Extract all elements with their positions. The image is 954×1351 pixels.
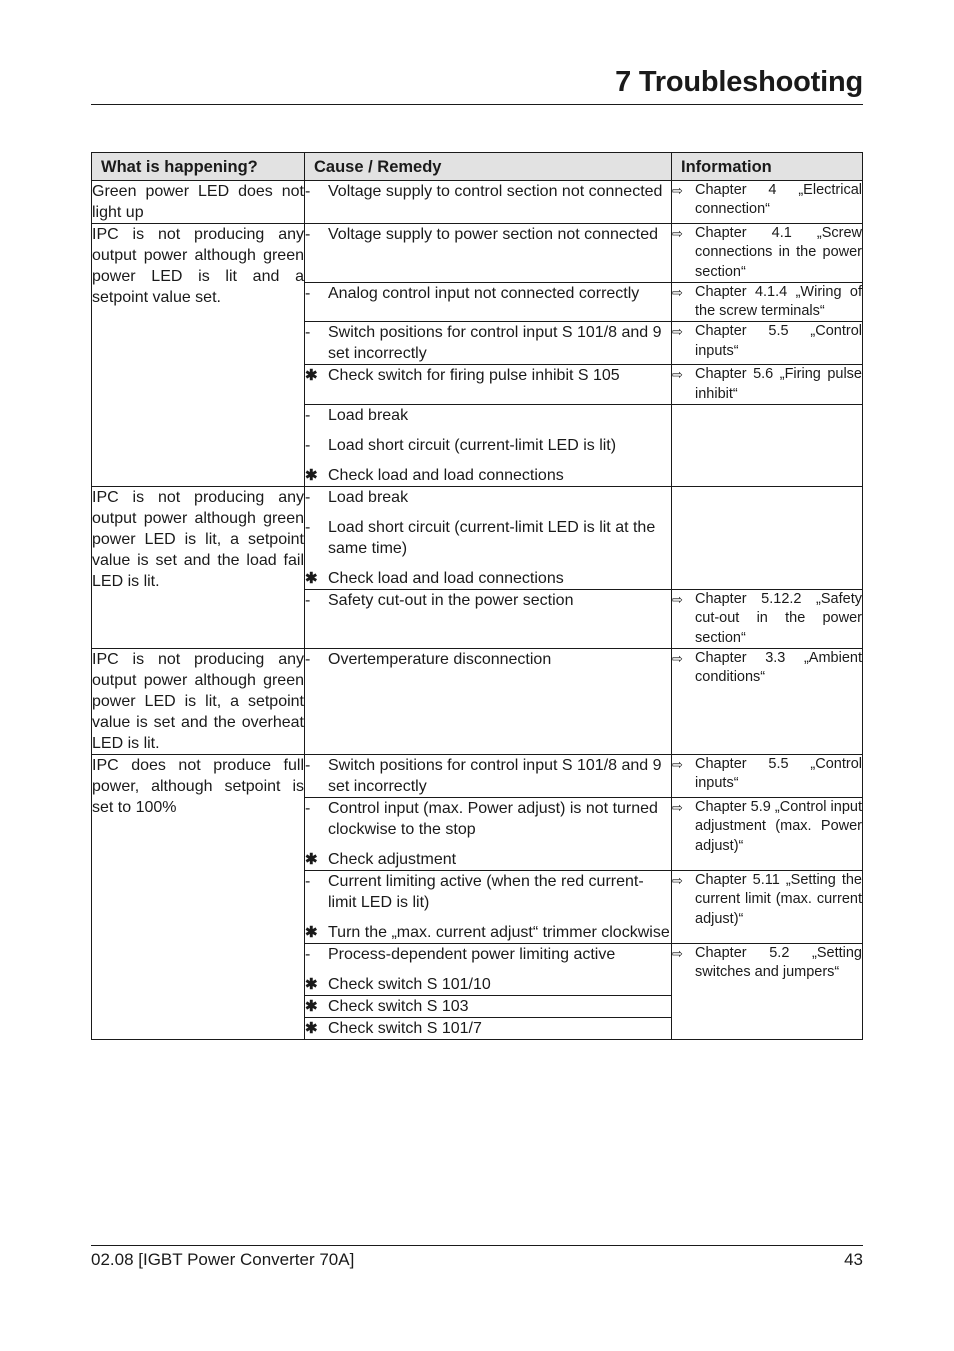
table-body (92, 181, 863, 1040)
info-text: Chapter 5.5 „Control inputs“ (695, 755, 862, 792)
cause-remedy-cell (305, 181, 672, 224)
cause-text: Overtemperature disconnection (328, 650, 552, 668)
cause-remedy-cell (305, 1017, 672, 1039)
information-cell (672, 322, 863, 365)
arrow-right-icon: ⇨ (672, 799, 683, 815)
information-cell (672, 648, 863, 754)
footer-rule (91, 1245, 863, 1246)
info-text: Chapter 4.1.4 „Wiring of the screw terminals“ (695, 283, 862, 320)
remedy-star-icon: ✱ (305, 467, 318, 485)
cause-remedy-cell (305, 590, 672, 649)
info-reference (672, 649, 862, 688)
cause-dash: - (305, 592, 311, 610)
cause-item (305, 755, 671, 797)
info-text: Chapter 4.1 „Screw connections in the power section“ (695, 225, 862, 280)
info-text: Chapter 5.6 „Firing pulse inhibit“ (695, 366, 862, 402)
cause-item (305, 996, 671, 1017)
cause-remedy-cell (305, 487, 672, 590)
info-reference (672, 798, 862, 856)
information-cell (672, 181, 863, 224)
info-reference (672, 755, 862, 794)
cause-item (305, 568, 671, 589)
cause-text: Switch positions for control input S 101/8 and 9 set incorrectly (328, 324, 662, 363)
cause-item (305, 224, 671, 245)
cause-dash: - (305, 650, 311, 668)
cause-item (305, 405, 671, 426)
cause-dash: - (305, 872, 311, 890)
table-row (92, 754, 863, 797)
cause-dash: - (305, 756, 311, 774)
cause-item (305, 849, 671, 870)
cause-dash: - (305, 799, 311, 817)
information-cell (672, 590, 863, 649)
arrow-right-icon: ⇨ (672, 945, 683, 961)
remedy-star-icon: ✱ (305, 570, 318, 588)
arrow-right-icon: ⇨ (672, 226, 683, 241)
cause-item (305, 590, 671, 611)
info-text: Chapter 5.12.2 „Safety cut-out in the power section“ (695, 591, 862, 646)
cause-text: Check adjustment (328, 850, 457, 868)
cause-item (305, 435, 671, 456)
cause-text: Current limiting active (when the red current-limit LED is lit) (328, 872, 644, 911)
cause-text: Voltage supply to power section not connected (328, 226, 658, 243)
cause-item (305, 322, 671, 364)
arrow-right-icon: ⇨ (672, 183, 683, 198)
cause-text: Check switch S 101/7 (328, 1019, 482, 1037)
information-cell (672, 365, 863, 405)
cause-dash: - (305, 284, 311, 302)
title-rule (91, 104, 863, 105)
cause-remedy-cell (305, 797, 672, 870)
cause-remedy-cell (305, 870, 672, 943)
info-text: Chapter 5.5 „Control inputs“ (695, 323, 862, 359)
arrow-right-icon: ⇨ (672, 872, 683, 888)
cause-item (305, 487, 671, 508)
symptom-cell: Green power LED does not light up (92, 181, 305, 224)
cause-text: Load break (328, 489, 409, 507)
column-header-cause: Cause / Remedy (305, 153, 672, 181)
cause-text: Control input (max. Power adjust) is not turned clockwise to the stop (328, 799, 658, 838)
cause-text: Check switch S 103 (328, 997, 469, 1015)
table-header-row (92, 153, 863, 181)
cause-remedy-cell (305, 282, 672, 322)
column-header-what: What is happening? (92, 153, 305, 181)
cause-dash: - (305, 489, 311, 507)
table-row (92, 648, 863, 754)
table-row (92, 181, 863, 224)
page-number: 43 (844, 1250, 863, 1269)
cause-text: Check switch for firing pulse inhibit S 105 (328, 367, 620, 385)
info-reference (672, 590, 862, 648)
column-header-information: Information (672, 153, 863, 181)
cause-remedy-cell (305, 224, 672, 283)
cause-item (305, 465, 671, 486)
cause-item (305, 798, 671, 840)
cause-item (305, 944, 671, 965)
cause-item (305, 922, 671, 943)
info-text: Chapter 3.3 „Ambient conditions“ (695, 649, 862, 686)
cause-dash: - (305, 183, 311, 200)
cause-dash: - (305, 519, 311, 537)
cause-item (305, 181, 671, 202)
cause-text: Check load and load connections (328, 570, 564, 588)
symptom-cell: IPC does not produce full power, although setpoint is set to 100% (92, 754, 305, 1039)
page-title: 7 Troubleshooting (615, 66, 863, 98)
arrow-right-icon: ⇨ (672, 650, 683, 666)
arrow-right-icon: ⇨ (672, 367, 683, 383)
cause-text: Switch positions for control input S 101/8 and 9 set incorrectly (328, 756, 662, 795)
remedy-star-icon: ✱ (305, 850, 318, 868)
information-cell (672, 754, 863, 797)
arrow-right-icon: ⇨ (672, 756, 683, 772)
cause-dash: - (305, 437, 311, 455)
remedy-star-icon: ✱ (305, 997, 318, 1015)
cause-dash: - (305, 945, 311, 963)
info-reference (672, 224, 862, 282)
cause-text: Analog control input not connected correctly (328, 284, 640, 302)
cause-remedy-cell (305, 405, 672, 487)
table-row (92, 224, 863, 283)
cause-item (305, 649, 671, 670)
information-cell (672, 487, 863, 590)
cause-remedy-cell (305, 995, 672, 1017)
cause-text: Check switch S 101/10 (328, 975, 491, 993)
cause-remedy-cell (305, 754, 672, 797)
info-reference (672, 181, 862, 220)
arrow-right-icon: ⇨ (672, 324, 683, 340)
information-cell (672, 797, 863, 870)
info-text: Chapter 5.9 „Control input adjustment (max. Power adjust)“ (695, 798, 862, 854)
symptom-cell: IPC is not producing any output power although green power LED is lit, a setpoint value is set and the load fail LED is lit. (92, 487, 305, 649)
cause-remedy-cell (305, 322, 672, 365)
table-row (92, 487, 863, 590)
cause-item (305, 1018, 671, 1039)
cause-item (305, 283, 671, 304)
remedy-star-icon: ✱ (305, 367, 318, 385)
cause-item (305, 974, 671, 995)
arrow-right-icon: ⇨ (672, 284, 683, 300)
info-reference (672, 322, 862, 361)
remedy-star-icon: ✱ (305, 975, 318, 993)
information-cell (672, 224, 863, 283)
symptom-cell: IPC is not producing any output power although green power LED is lit, a setpoint value is set and the overheat LED is lit. (92, 648, 305, 754)
cause-item (305, 871, 671, 913)
cause-text: Load break (328, 407, 409, 425)
cause-dash: - (305, 226, 311, 243)
cause-text: Check load and load connections (328, 467, 564, 485)
cause-remedy-cell (305, 365, 672, 405)
symptom-cell: IPC is not producing any output power although green power LED is lit and a setpoint value set. (92, 224, 305, 487)
info-reference (672, 365, 862, 404)
remedy-star-icon: ✱ (305, 1019, 318, 1037)
info-text: Chapter 4 „Electrical connection“ (695, 182, 862, 218)
cause-text: Safety cut-out in the power section (328, 592, 574, 610)
cause-text: Voltage supply to control section not connected (328, 183, 663, 200)
info-reference (672, 944, 862, 983)
cause-dash: - (305, 407, 311, 425)
cause-remedy-cell (305, 648, 672, 754)
troubleshooting-table (91, 152, 863, 1040)
cause-text: Load short circuit (current-limit LED is lit at the same time) (328, 519, 656, 558)
arrow-right-icon: ⇨ (672, 592, 683, 608)
info-reference (672, 283, 862, 322)
info-text: Chapter 5.2 „Setting switches and jumpers“ (695, 944, 862, 981)
information-cell (672, 282, 863, 322)
cause-text: Process-dependent power limiting active (328, 945, 616, 963)
cause-text: Load short circuit (current-limit LED is lit) (328, 437, 617, 455)
cause-dash: - (305, 324, 311, 342)
cause-item (305, 365, 671, 386)
info-text: Chapter 5.11 „Setting the current limit (max. current adjust)“ (695, 871, 862, 927)
info-reference (672, 871, 862, 929)
information-cell (672, 870, 863, 943)
footer-document-id: 02.08 [IGBT Power Converter 70A] (91, 1250, 355, 1269)
remedy-star-icon: ✱ (305, 923, 318, 941)
cause-remedy-cell (305, 943, 672, 995)
information-cell (672, 405, 863, 487)
cause-text: Turn the „max. current adjust“ trimmer clockwise (328, 923, 670, 941)
information-cell (672, 943, 863, 1039)
cause-item (305, 517, 671, 559)
